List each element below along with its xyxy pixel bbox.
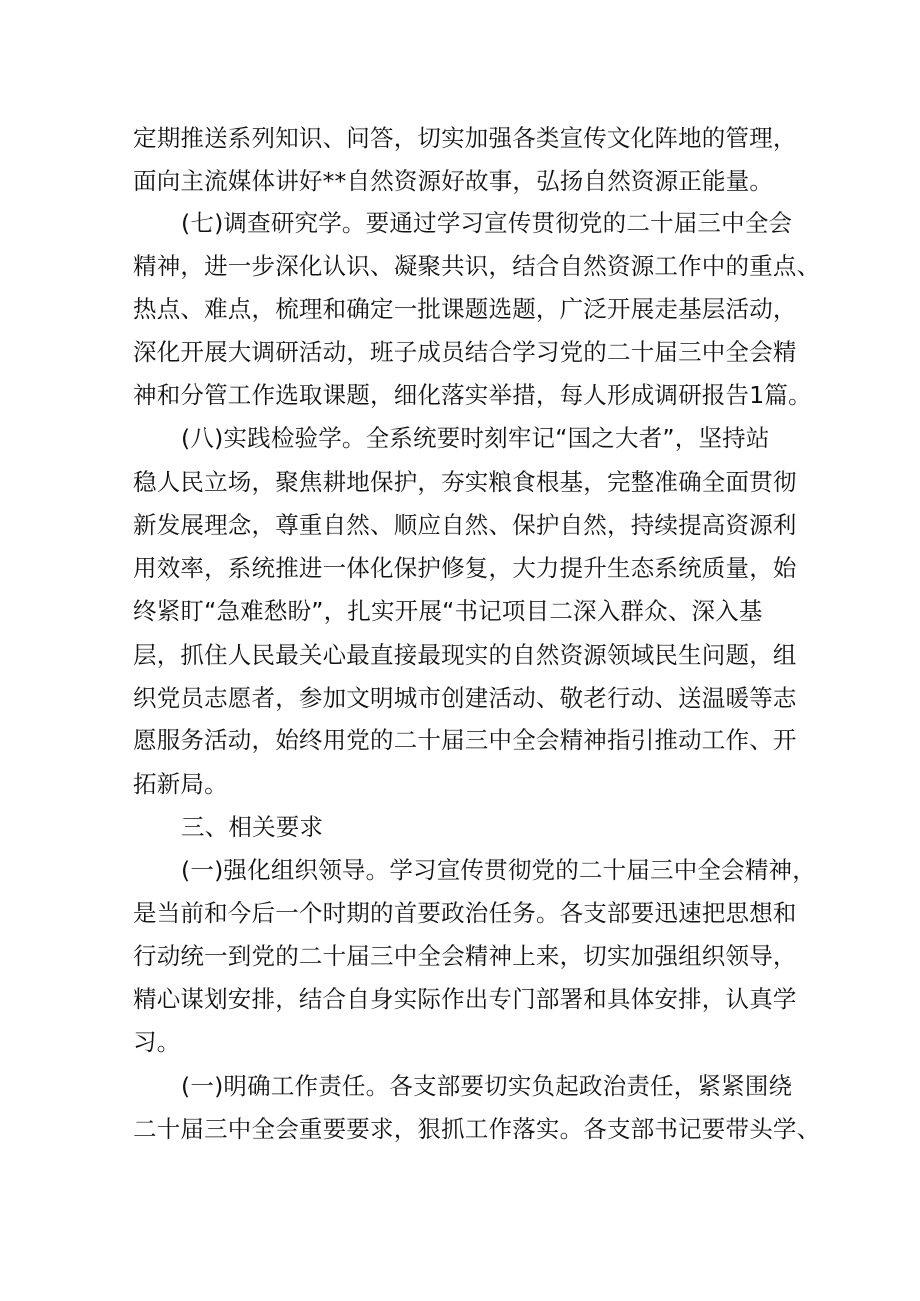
- text-line: 二十届三中全会重要要求，狠抓工作落实。各支部书记要带头学、: [133, 1115, 821, 1143]
- text-line: 行动统一到党的二十届三中全会精神上来，切实加强组织领导，: [133, 942, 797, 970]
- text-line: 精心谋划安排，结合自身实际作出专门部署和具体安排，认真学: [133, 985, 797, 1013]
- text-line: 愿服务活动，始终用党的二十届三中全会精神指引推动工作、开: [133, 726, 797, 754]
- text-line: 定期推送系列知识、问答，切实加强各类宣传文化阵地的管理，: [133, 124, 797, 152]
- text-line: 用效率，系统推进一体化保护修复，大力提升生态系统质量，始: [133, 554, 797, 582]
- paragraph-8-heading: (八)实践检验学。全系统要时刻牢记“国之大者”，坚持站: [181, 424, 770, 452]
- paragraph-1-heading: (一)强化组织领导。学习宣传贯彻党的二十届三中全会精神，: [181, 856, 816, 884]
- text-line: 精神，进一步深化认识、凝聚共识，结合自然资源工作中的重点、: [133, 252, 821, 280]
- section-heading: 三、相关要求: [181, 813, 324, 841]
- text-line: 稳人民立场，聚焦耕地保护，夯实粮食根基，完整准确全面贯彻: [133, 468, 797, 496]
- text-line: 层，抓住人民最关心最直接最现实的自然资源领域民生问题，组: [133, 641, 797, 669]
- text-line: 神和分管工作选取课题，细化落实举措，每人形成调研报告1篇。: [133, 381, 812, 409]
- paragraph-2-heading: (一)明确工作责任。各支部要切实负起政治责任，紧紧围绕: [181, 1072, 793, 1100]
- text-line: 深化开展大调研活动，班子成员结合学习党的二十届三中全会精: [133, 338, 797, 366]
- text-line: 热点、难点，梳理和确定一批课题选题，广泛开展走基层活动，: [133, 295, 797, 323]
- text-line: 面向主流媒体讲好**自然资源好故事，弘扬自然资源正能量。: [133, 167, 774, 195]
- text-line: 是当前和今后一个时期的首要政治任务。各支部要迅速把思想和: [133, 899, 797, 927]
- text-line: 终紧盯“急难愁盼”，扎实开展“书记项目二深入群众、深入基: [133, 597, 763, 625]
- text-line: 习。: [133, 1028, 181, 1056]
- text-line: 织党员志愿者，参加文明城市创建活动、敬老行动、送温暖等志: [133, 684, 797, 712]
- paragraph-7-heading: (七)调查研究学。要通过学习宣传贯彻党的二十届三中全会: [181, 209, 793, 237]
- text-line: 拓新局。: [133, 770, 228, 798]
- text-line: 新发展理念，尊重自然、顺应自然、保护自然，持续提高资源利: [133, 511, 797, 539]
